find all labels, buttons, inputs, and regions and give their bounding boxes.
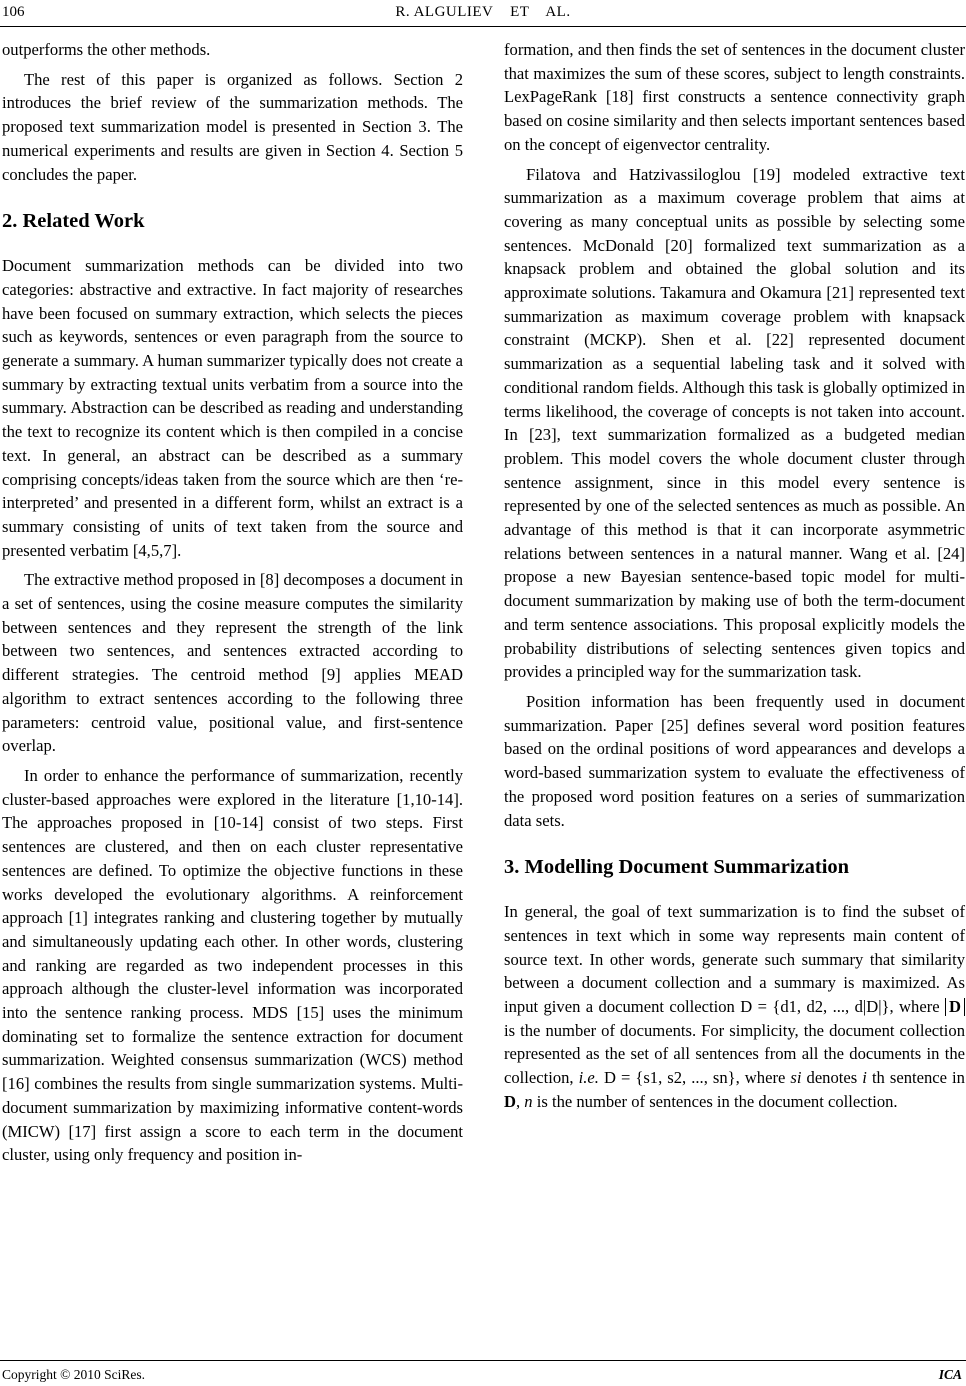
paragraph: formation, and then finds the set of sentences in the document cluster that maximizes the sum of these scores, subject to length constraints. LexPageRank [18] first constructs a sentence connectivity graph based on cosine similarity and then selects important sentences based on the concept of eigenvector centrality. bbox=[504, 40, 965, 154]
paragraph: In order to enhance the performance of summarization, recently cluster-based approaches were explored in the literature [1,10-14]. The approaches proposed in [10-14] consist of two steps. First sentences are clustered, and then on each cluster representative sentences are defined. To optimize the objective functions in these works developed the evolutionary algorithms. A reinforcement approach [1] integrates ranking and clustering together by mutually and simultaneously updating each other. In other words, clustering and ranking are regarded as two independent processes in this approach although the cluster-level information was incorporated into the sentence ranking process. MDS [15] uses the minimum dominating set to formalize the sentence extraction for document summarization. Weighted consensus summarization (WCS) method [16] combines the results from single summarization systems. Multi-document summarization by maximizing informative content-words (MICW) [17] first assign a score to each term in the document cluster, using only frequency and position in- bbox=[2, 765, 463, 1165]
symbol-i: i bbox=[862, 1068, 867, 1088]
equation-document-collection: D = {d1, d2, ..., d|D|} bbox=[740, 997, 890, 1017]
page-footer bbox=[0, 1360, 966, 1386]
page-header bbox=[0, 0, 966, 30]
symbol-n: n bbox=[524, 1091, 533, 1111]
section-heading: 2. Related Work bbox=[2, 210, 145, 233]
paragraph: The extractive method proposed in [8] decomposes a document in a set of sentences, using the cosine measure computes the similarity between sentences and they represent the strength of the link between two sentences, and sentences extracted according to different strategies. The centroid method [9] applies MEAD algorithm to extract sentences according to the following three parameters: centroid value, positional value, and first-sentence overlap. bbox=[2, 570, 463, 756]
paragraph: Filatova and Hatzivassiloglou [19] modeled extractive text summarization as a maximum coverage problem that aims at covering as many conceptual units as possible by selecting some sentences. McDonald [20] formalized text summarization as a knapsack problem and obtained the global solution and its approximate solutions. Takamura and Okamura [21] represented text summarization as maximum coverage problem with knapsack constraint (MCKP). Shen et al. [22] represented document summarization as a sequential labeling task and it solved with conditional random fields. Although this task is globally optimized in terms likelihood, the coverage of concepts is not taken into account. In [23], text summarization formalized as a budgeted median problem. This model covers the whole document cluster through sentence assignment, since in this model every sentence is represented by one of the selected sentences as much as possible. An advantage of this method is that it can incorporate asymmetric relations between sentences in a natural manner. Wang et al. [24] propose a new Bayesian sentence-based topic model for multi-document summarization by making use of both the term-document and term sentence associations. This proposal explicitly models the probability distributions of selecting sentences given topics and provides a principled way for the summarization task. bbox=[504, 164, 965, 682]
left-column bbox=[2, 38, 463, 1167]
section-heading: 3. Modelling Document Summarization bbox=[504, 856, 850, 879]
right-column bbox=[504, 38, 965, 1114]
running-title: R. ALGULIEV ET AL. bbox=[395, 4, 571, 20]
journal-name: ICA bbox=[938, 1367, 962, 1382]
page-number: 106 bbox=[2, 4, 25, 20]
symbol-D: D bbox=[504, 1091, 516, 1111]
cardinality-D: D bbox=[945, 998, 965, 1016]
paragraph: outperforms the other methods. bbox=[2, 40, 211, 59]
paragraph: Position information has been frequently used in document summarization. Paper [25] defines several word position features based on the ordinal positions of word appearances and develops a word-based summarization system to evaluate the effectiveness of the proposed word position features on a series of summarization data sets. bbox=[504, 691, 965, 830]
paragraph: Document summarization methods can be divided into two categories: abstractive and extractive. In fact majority of researches have been focused on summary extraction, which selects the pieces such as keywords, sentences or even paragraph from the source to generate a summary. A human summarizer typically does not create a summary by extracting textual units verbatim from a source into the summary. Abstraction can be described as reading and understanding the text to recognize its content which is then compiled in a concise text. In general, an abstract can be described as a summary comprising concepts/ideas taken from the source which are then ‘re-interpreted’ and presented in a different form, whilst an extract is a summary consisting of units of text taken from the source and presented verbatim [4,5,7]. bbox=[2, 256, 463, 560]
footer-rule bbox=[0, 1360, 966, 1361]
equation-sentence-set: D = {s1, s2, ..., sn} bbox=[603, 1068, 736, 1088]
copyright: Copyright © 2010 SciRes. bbox=[2, 1367, 146, 1382]
paragraph: The rest of this paper is organized as follows. Section 2 introduces the brief review of the summarization methods. The proposed text summarization model is presented in Section 3. The numerical experiments and results are given in Section 4. Section 5 concludes the paper. bbox=[2, 69, 463, 184]
paragraph-with-math: In general, the goal of text summarization is to find the subset of sentences in text which in some way represents main content of source text. In other words, generate such summary that similarity between a document collection and a summary is maximized. As input given a document collection D = {d1, d2, ..., d|D|}, where D is the number of documents. For simplicity, the document collection represented as the set of all sentences from all the documents in the collection, i.e. D = {s1, s2, ..., sn}, where si denotes i th sentence in D, n is the number of sentences in the document collection. bbox=[504, 902, 965, 1111]
symbol-si: si bbox=[790, 1068, 802, 1088]
header-rule bbox=[0, 26, 966, 27]
